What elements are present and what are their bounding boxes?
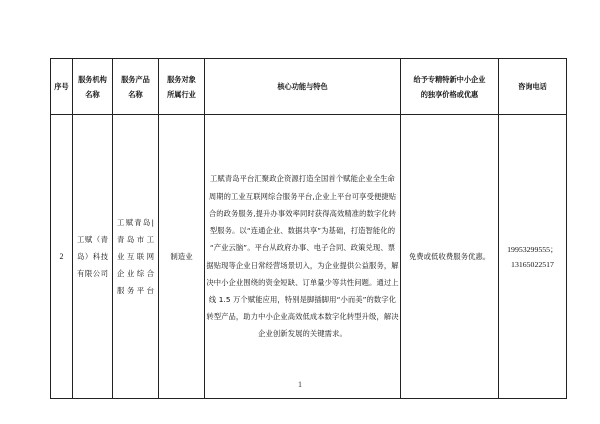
header-product-line: 名称 xyxy=(128,89,143,99)
header-org-line: 服务机构 xyxy=(78,74,107,84)
feature-line: 企业创新发展的关键需求。 xyxy=(258,329,347,339)
product-line: 业互联网 xyxy=(117,252,154,261)
row-product xyxy=(113,115,159,399)
header-offer-line: 的独享价格或优惠 xyxy=(420,89,479,99)
header-index xyxy=(51,59,73,115)
header-product-line: 服务产品 xyxy=(121,74,150,84)
feature-line: 型服务。以“连通企业、数据共享”为基础，打造智能化的 xyxy=(209,226,396,236)
page-number: 1 xyxy=(298,380,302,389)
feature-line: 合的政务服务,提升办事效率同时获得高效精准的数字化转 xyxy=(208,208,397,218)
row-features xyxy=(205,115,401,399)
header-industry-line: 服务对象 xyxy=(167,74,196,84)
product-line: 青岛市工 xyxy=(117,235,154,244)
row-org xyxy=(73,115,113,399)
phone-line: 19953299555； xyxy=(507,244,558,254)
product-line: 工赋青岛| xyxy=(117,218,154,227)
org-line: 工赋（青 xyxy=(77,235,108,244)
header-offer xyxy=(401,59,499,115)
service-table xyxy=(50,58,567,399)
phone-line: 13165022517 xyxy=(511,259,554,269)
table-row xyxy=(51,115,567,399)
header-index-line: 序号 xyxy=(54,82,69,91)
feature-line: 转型产品，助力中小企业高效低成本数字化转型升级，解决 xyxy=(206,312,399,322)
row-phone xyxy=(499,115,567,399)
header-features xyxy=(205,59,401,115)
product-line: 企业综合 xyxy=(117,269,154,278)
header-row xyxy=(51,59,567,115)
header-product xyxy=(113,59,159,115)
header-features-line: 核心功能与特色 xyxy=(277,82,328,91)
header-industry-line: 所属行业 xyxy=(167,89,196,99)
header-offer-line: 给予专精特新中小企业 xyxy=(413,74,486,84)
feature-line: 线 1.5 万个赋能应用，特别是脚插脚用“小而美”的数字化 xyxy=(208,294,397,304)
feature-line: 决中小企业围绕的资金短缺、订单量少等共性问题。通过上 xyxy=(206,277,399,287)
header-industry xyxy=(159,59,205,115)
header-phone xyxy=(499,59,567,115)
row-offer: 免费或低收费服务优惠。 xyxy=(401,115,499,399)
feature-line: 周期的工业互联网综合服务平台,企业上平台可享受便捷贴 xyxy=(208,191,397,201)
row-industry: 制造业 xyxy=(159,115,205,399)
header-org-line: 名称 xyxy=(85,89,100,99)
header-phone-line: 咨询电话 xyxy=(518,82,547,91)
product-line: 服务平台 xyxy=(117,286,154,295)
feature-line: 工赋青岛平台汇聚政企资源打造全国首个赋能企业全生命 xyxy=(210,174,395,184)
row-index: 2 xyxy=(51,115,73,399)
org-line: 岛）科技 xyxy=(77,252,108,261)
org-line: 有限公司 xyxy=(77,269,108,278)
feature-line: 据贴现等企业日常经营场景切入，为企业提供公益服务，解 xyxy=(206,260,399,270)
feature-line: “产业云脑”。平台从政府办事、电子合同、政策兑现、票 xyxy=(209,243,396,253)
header-org xyxy=(73,59,113,115)
